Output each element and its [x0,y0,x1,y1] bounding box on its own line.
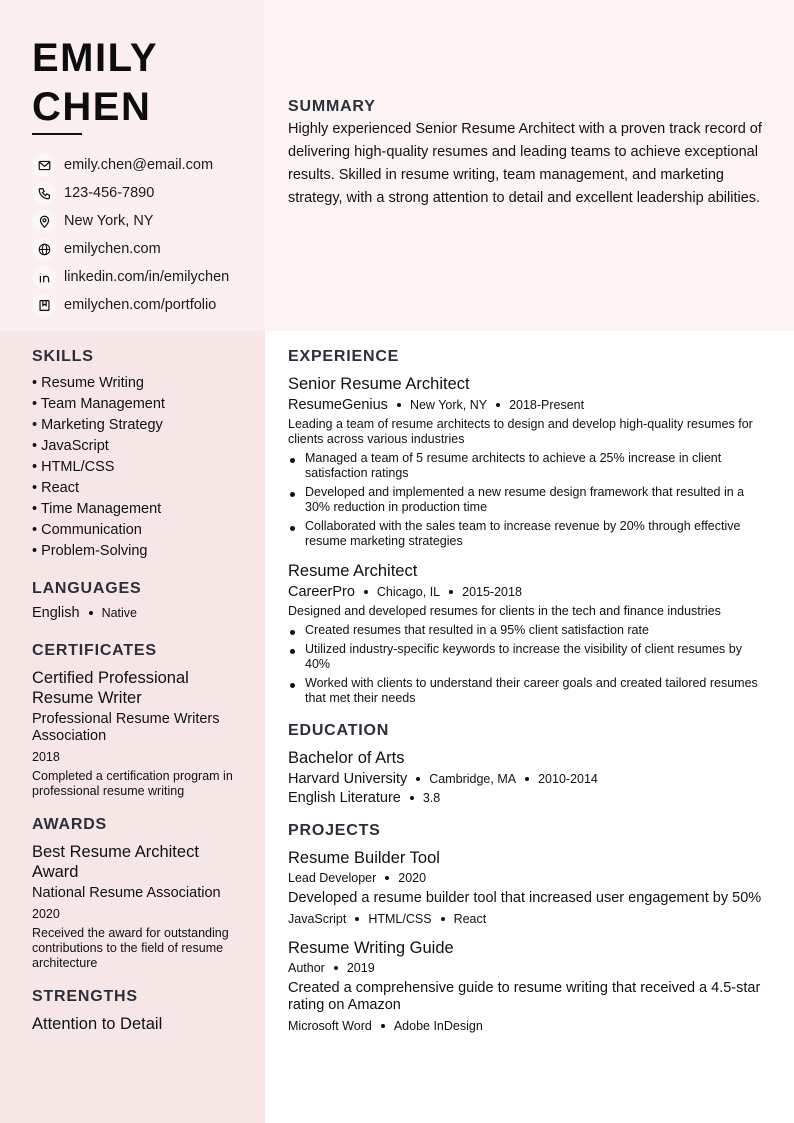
achievement-item: Worked with clients to understand their career goals and created tailored resumes that met their needs [288,676,768,706]
job-achievements [288,623,768,706]
separator-dot [381,1024,385,1028]
skill-item: • Marketing Strategy [32,417,163,433]
education-dates: 2010-2014 [538,772,598,786]
portfolio-icon [32,293,56,317]
last-name: CHEN [32,85,152,129]
skill-item: • Team Management [32,396,165,412]
job-description: Designed and developed resumes for clients in the tech and finance industries [288,604,721,618]
skill-item: • JavaScript [32,438,109,454]
separator-dot [334,966,338,970]
summary-section [288,98,768,210]
contact-linkedin-text: linkedin.com/in/emilychen [64,269,230,285]
certificate-name: Certified Professional Resume Writer [32,669,189,707]
main-content [288,348,768,1049]
separator-dot [364,590,368,594]
separator-dot [525,777,529,781]
job-title: Senior Resume Architect [288,375,470,393]
awards-section [32,816,242,971]
project-description: Developed a resume builder tool that increased user engagement by 50% [288,890,762,906]
job-entry [288,374,768,549]
education-heading: EDUCATION [288,722,390,739]
skill-item: • Time Management [32,501,162,517]
summary-heading: SUMMARY [288,98,376,115]
summary-text: Highly experienced Senior Resume Architect with a proven track record of delivering high-quality resumes and leading teams to achieve exceptional results. Skilled in resume writing, team management, and marketing strategy, with a strong attention to detail and excellent leadership abilities. [288,121,762,206]
separator-dot [441,917,445,921]
achievement-item: Created resumes that resulted in a 95% client satisfaction rate [288,623,768,638]
separator-dot [449,590,453,594]
projects-heading: PROJECTS [288,822,381,839]
contact-website[interactable] [32,235,229,263]
mail-icon [32,153,56,177]
skill-item: • Communication [32,522,142,538]
contact-website-text: emilychen.com [64,241,161,257]
tech-item: Adobe InDesign [393,1019,483,1033]
contact-portfolio-text: emilychen.com/portfolio [64,297,217,313]
contact-portfolio[interactable] [32,291,229,319]
separator-dot [385,876,389,880]
strengths-section [32,988,242,1034]
strengths-heading: STRENGTHS [32,988,138,1005]
separator-dot [416,777,420,781]
strength-item: Attention to Detail [32,1015,163,1033]
award-name: Best Resume Architect Award [32,843,199,881]
award-desc: Received the award for outstanding contributions to the field of resume architecture [32,926,229,970]
achievement-item: Developed and implemented a new resume design framework that resulted in a 30% reduction in production time [288,485,768,515]
language-name: English [32,605,80,621]
job-description: Leading a team of resume architects to design and develop high-quality resumes for clients across various industries [288,417,753,446]
contact-email-text: emily.chen@email.com [64,157,214,173]
languages-heading: LANGUAGES [32,580,142,597]
projects-section [288,822,768,1033]
certificates-section [32,642,242,799]
project-tech [288,1019,768,1033]
achievement-item: Utilized industry-specific keywords to increase the visibility of client resumes by 40% [288,642,768,672]
gpa: 3.8 [422,791,441,805]
project-name: Resume Writing Guide [288,939,454,957]
school-name: Harvard University [288,771,408,787]
job-entry [288,561,768,706]
education-field-row [288,790,768,806]
skill-item: • Resume Writing [32,375,144,391]
separator-dot [397,403,401,407]
achievement-item: Collaborated with the sales team to increase revenue by 20% through effective resume marketing strategies [288,519,768,549]
certificates-heading: CERTIFICATES [32,642,157,659]
language-level: Native [101,606,137,620]
phone-icon [32,181,56,205]
contact-phone-text: 123-456-7890 [64,185,155,201]
language-item [32,605,242,621]
project-year: 2019 [346,961,375,975]
degree: Bachelor of Arts [288,749,405,767]
job-achievements [288,451,768,549]
skills-list [32,373,242,562]
certificate-year: 2018 [32,750,60,764]
separator-dot [89,611,93,615]
award-year: 2020 [32,907,60,921]
location-pin-icon [32,209,56,233]
skill-item: • HTML/CSS [32,459,115,475]
experience-heading: EXPERIENCE [288,348,400,365]
skill-item: • Problem-Solving [32,543,148,559]
award-org: National Resume Association [32,885,221,901]
job-title: Resume Architect [288,562,418,580]
project-description: Created a comprehensive guide to resume writing that received a 4.5-star rating on Amazon [288,980,761,1013]
job-company: CareerPro [288,584,355,600]
globe-icon [32,237,56,261]
experience-section [288,348,768,706]
tech-item: JavaScript [288,912,347,926]
project-meta [288,961,768,975]
project-meta [288,871,768,885]
project-role: Lead Developer [288,871,377,885]
tech-item: React [453,912,487,926]
project-name: Resume Builder Tool [288,849,440,867]
project-year: 2020 [398,871,427,885]
sidebar [32,348,242,1051]
certificate-desc: Completed a certification program in professional resume writing [32,769,233,798]
name-divider [32,133,82,135]
skills-heading: SKILLS [32,348,94,365]
contact-location-text: New York, NY [64,213,154,229]
first-name: EMILY [32,36,159,80]
contact-phone[interactable] [32,179,229,207]
job-location: Chicago, IL [376,585,441,599]
contact-list [32,151,229,319]
separator-dot [410,796,414,800]
tech-item: HTML/CSS [368,912,432,926]
contact-email[interactable] [32,151,229,179]
project-role: Author [288,961,325,975]
project-tech [288,912,768,926]
education-section [288,722,768,806]
candidate-name [32,34,158,132]
contact-linkedin[interactable] [32,263,229,291]
separator-dot [355,917,359,921]
certificate-org: Professional Resume Writers Association [32,711,220,744]
contact-location [32,207,229,235]
job-company: ResumeGenius [288,397,388,413]
job-meta [288,584,768,600]
linkedin-icon [32,265,56,289]
job-location: New York, NY [409,398,488,412]
skill-item: • React [32,480,79,496]
tech-item: Microsoft Word [288,1019,372,1033]
project-entry [288,938,768,1033]
awards-heading: AWARDS [32,816,108,833]
separator-dot [496,403,500,407]
field-of-study: English Literature [288,790,401,806]
education-meta [288,771,768,787]
achievement-item: Managed a team of 5 resume architects to achieve a 25% increase in client satisfaction ratings [288,451,768,481]
school-location: Cambridge, MA [429,772,517,786]
job-dates: 2015-2018 [462,585,522,599]
job-dates: 2018-Present [509,398,585,412]
project-entry [288,848,768,926]
job-meta [288,397,768,413]
